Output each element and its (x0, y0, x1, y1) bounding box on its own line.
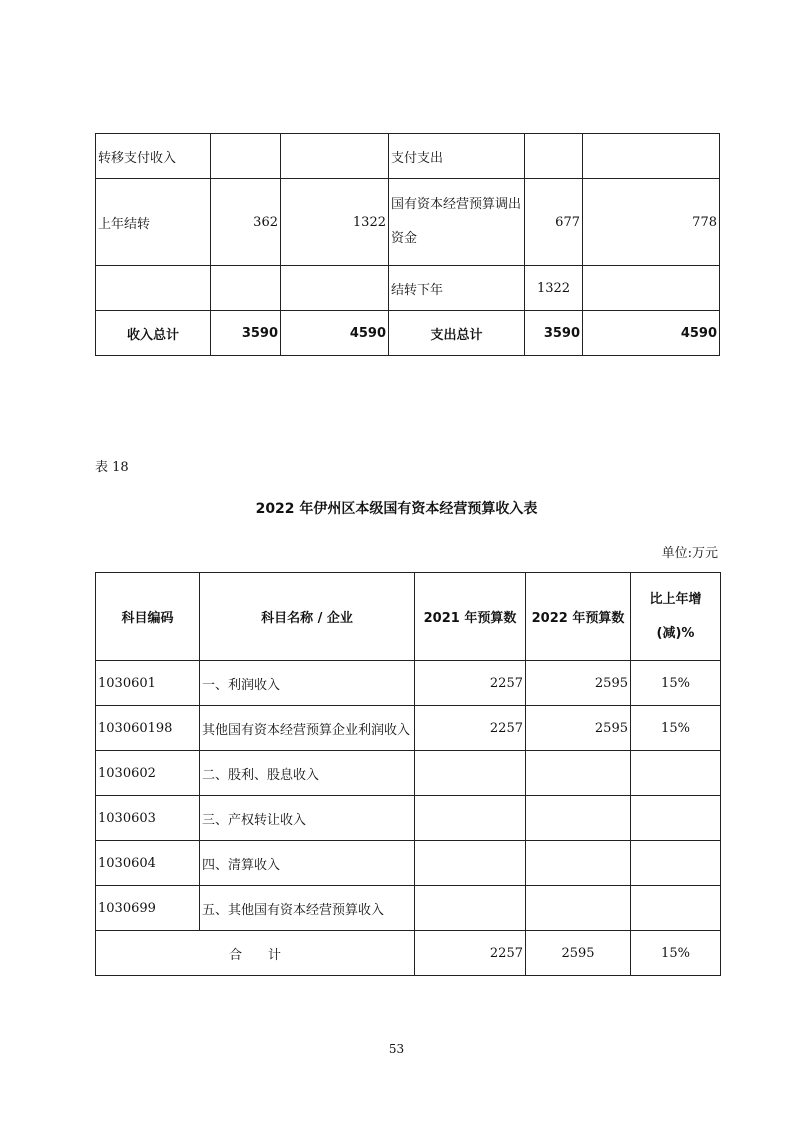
cell-2021 (415, 886, 526, 931)
table-row (96, 796, 721, 841)
table-row (96, 266, 720, 311)
total-2021: 2257 (415, 931, 526, 976)
header-code: 科目编码 (96, 573, 200, 661)
cell-change (631, 841, 721, 886)
cell: 上年结转 (96, 179, 211, 266)
cell-2022: 2595 (526, 706, 631, 751)
cell-name: 四、清算收入 (200, 841, 415, 886)
revenue-budget-table (95, 572, 721, 976)
cell-name: 一、利润收入 (200, 661, 415, 706)
cell-2022 (526, 841, 631, 886)
cell-2022 (526, 796, 631, 841)
table-row (96, 706, 721, 751)
total-row (96, 311, 720, 356)
unit-label: 单位:万元 (661, 546, 718, 561)
cell: 支付支出 (389, 134, 525, 179)
cell: 362 (211, 179, 281, 266)
header-name: 科目名称 / 企业 (200, 573, 415, 661)
header-change: 比上年增(减)% (631, 573, 721, 661)
table-row (96, 134, 720, 179)
cell: 1322 (525, 266, 583, 311)
table-row (96, 841, 721, 886)
table-row (96, 886, 721, 931)
total-row (96, 931, 721, 976)
cell-2022 (526, 886, 631, 931)
cell: 1322 (281, 179, 389, 266)
cell-change: 15% (631, 706, 721, 751)
budget-summary-table (95, 133, 720, 356)
cell-code: 103060198 (96, 706, 200, 751)
cell-name: 三、产权转让收入 (200, 796, 415, 841)
cell: 3590 (211, 311, 281, 356)
cell-code: 1030601 (96, 661, 200, 706)
cell: 支出总计 (389, 311, 525, 356)
cell (281, 266, 389, 311)
cell (583, 134, 720, 179)
cell-2021 (415, 751, 526, 796)
cell: 国有资本经营预算调出资金 (389, 179, 525, 266)
table-header-row (96, 573, 721, 661)
cell-2021: 2257 (415, 706, 526, 751)
cell-name: 五、其他国有资本经营预算收入 (200, 886, 415, 931)
cell: 4590 (281, 311, 389, 356)
cell: 3590 (525, 311, 583, 356)
cell-change (631, 751, 721, 796)
cell-name: 其他国有资本经营预算企业利润收入 (200, 706, 415, 751)
cell (525, 134, 583, 179)
cell-change (631, 886, 721, 931)
page-number: 53 (388, 1042, 405, 1056)
cell-2021 (415, 796, 526, 841)
cell (281, 134, 389, 179)
cell: 收入总计 (96, 311, 211, 356)
cell-code: 1030602 (96, 751, 200, 796)
header-2022: 2022 年预算数 (526, 573, 631, 661)
cell-2022: 2595 (526, 661, 631, 706)
cell: 转移支付收入 (96, 134, 211, 179)
cell-name: 二、股利、股息收入 (200, 751, 415, 796)
cell-code: 1030604 (96, 841, 200, 886)
cell (96, 266, 211, 311)
total-2022: 2595 (526, 931, 631, 976)
header-2021: 2021 年预算数 (415, 573, 526, 661)
total-change: 15% (631, 931, 721, 976)
cell (211, 266, 281, 311)
total-label: 合 计 (96, 931, 415, 976)
table-row (96, 661, 721, 706)
cell: 结转下年 (389, 266, 525, 311)
cell-change (631, 796, 721, 841)
page-title: 2022 年伊州区本级国有资本经营预算收入表 (255, 501, 538, 517)
cell-code: 1030603 (96, 796, 200, 841)
cell-2021 (415, 841, 526, 886)
cell (211, 134, 281, 179)
cell-2022 (526, 751, 631, 796)
cell: 677 (525, 179, 583, 266)
cell: 778 (583, 179, 720, 266)
cell (583, 266, 720, 311)
cell-2021: 2257 (415, 661, 526, 706)
table-row (96, 179, 720, 266)
cell-change: 15% (631, 661, 721, 706)
table-row (96, 751, 721, 796)
cell-code: 1030699 (96, 886, 200, 931)
table-label: 表 18 (95, 460, 129, 475)
cell: 4590 (583, 311, 720, 356)
